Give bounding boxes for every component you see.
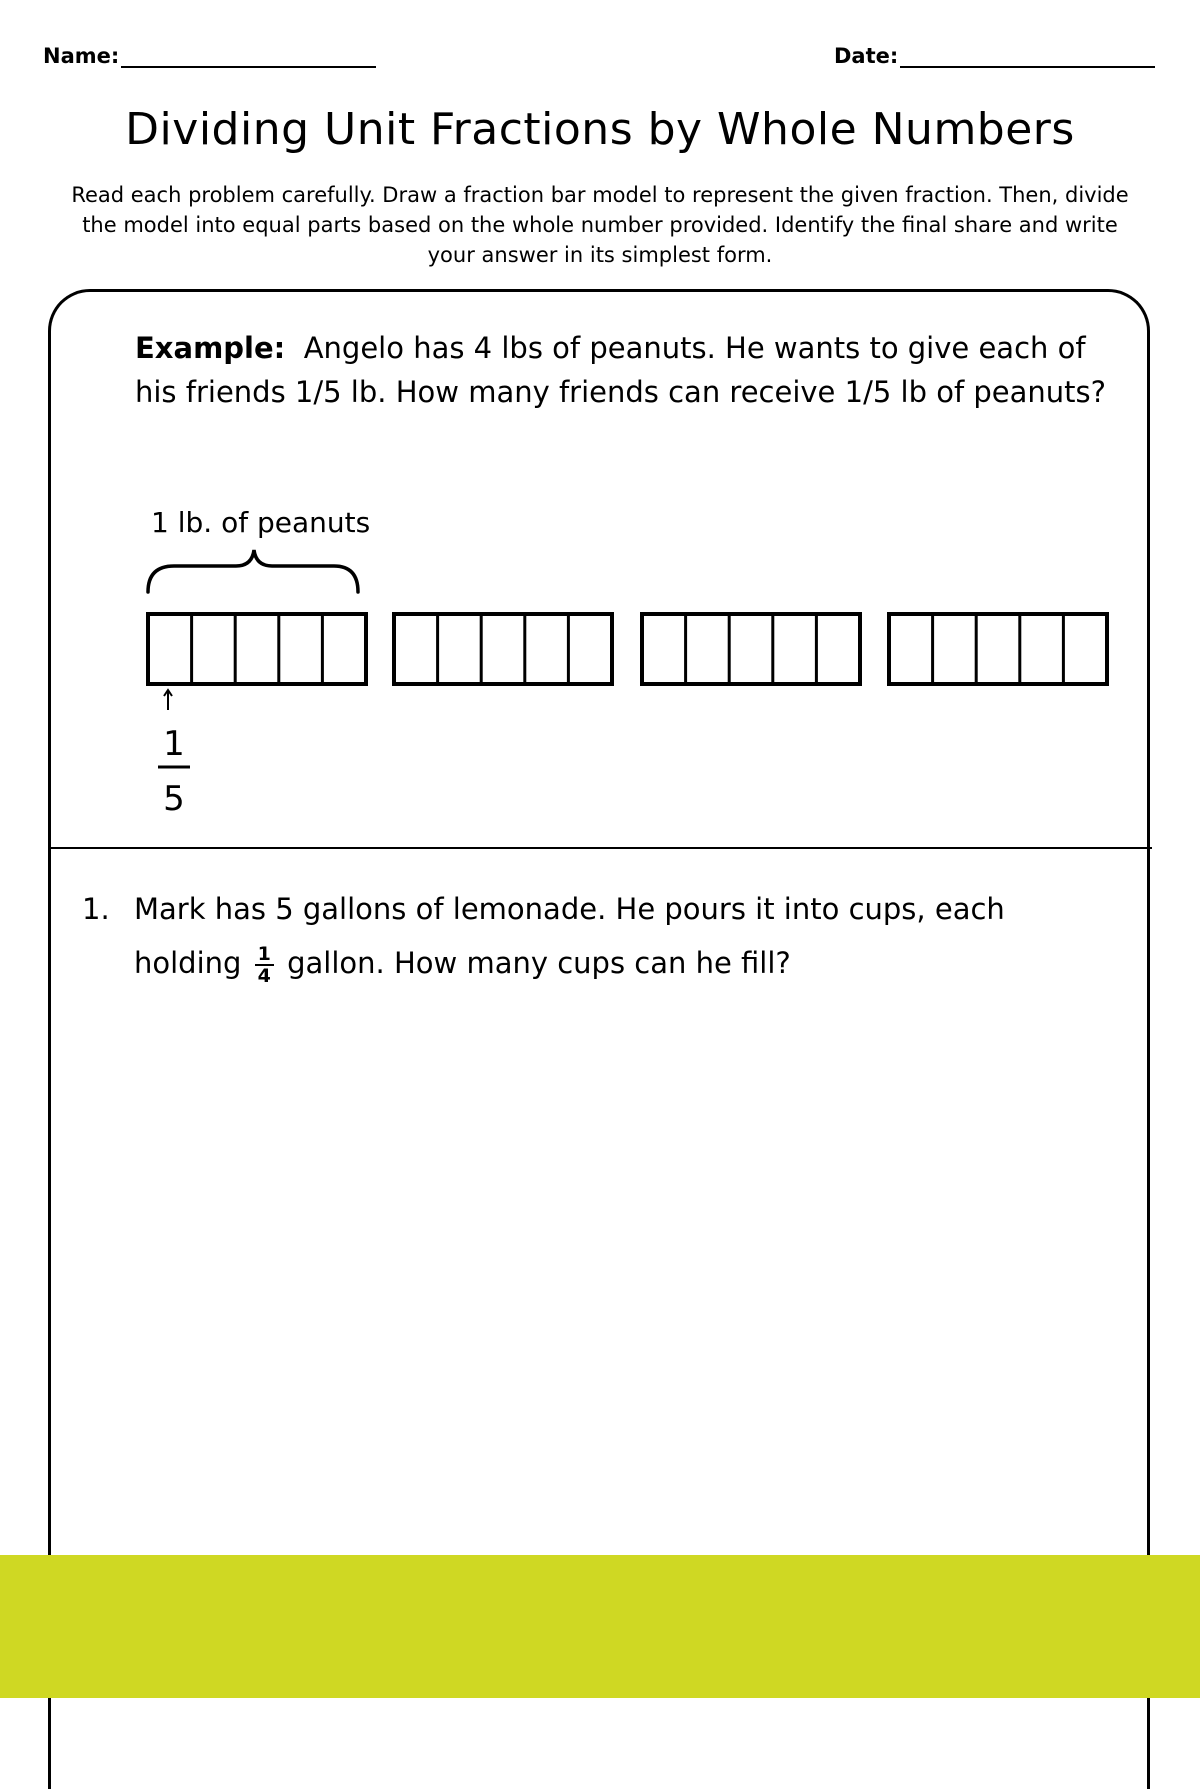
brace-label: 1 lb. of peanuts — [151, 506, 371, 539]
arrow-icon — [164, 690, 172, 710]
question-text-before: Mark has 5 gallons of lemonade. He pours it into cups, each holding — [134, 892, 1005, 980]
question-fraction-numerator: 1 — [255, 945, 274, 966]
question-text-after: gallon. How many cups can he fill? — [287, 946, 791, 980]
question-fraction-denominator: 4 — [257, 965, 271, 987]
fraction-bars — [148, 614, 1107, 684]
example-label: Example: — [135, 331, 286, 365]
question-text — [134, 882, 1094, 990]
instructions: Read each problem carefully. Draw a fraction bar model to represent the given fraction. Then, divide the model into equal parts based on the whole number provided. Identify the final share and write your answer in its simplest form. — [71, 183, 1129, 267]
fraction-bar — [642, 614, 860, 684]
fraction-bar — [394, 614, 612, 684]
date-label: Date: — [834, 44, 899, 68]
footer-band — [0, 1555, 1200, 1698]
example-text: Angelo has 4 lbs of peanuts. He wants to give each of his friends 1/5 lb. How many friends can receive 1/5 lb of peanuts? — [135, 331, 1107, 409]
fraction-bar — [889, 614, 1107, 684]
page-title: Dividing Unit Fractions by Whole Numbers — [125, 104, 1075, 155]
question-fraction — [255, 945, 274, 985]
fraction-bar-model — [0, 0, 1200, 860]
fraction-numerator: 1 — [163, 724, 185, 764]
name-label: Name: — [43, 44, 120, 68]
curly-brace — [148, 550, 358, 592]
fraction-bar — [148, 614, 366, 684]
fraction-denominator: 5 — [163, 779, 185, 819]
question-number: 1. — [82, 892, 110, 926]
